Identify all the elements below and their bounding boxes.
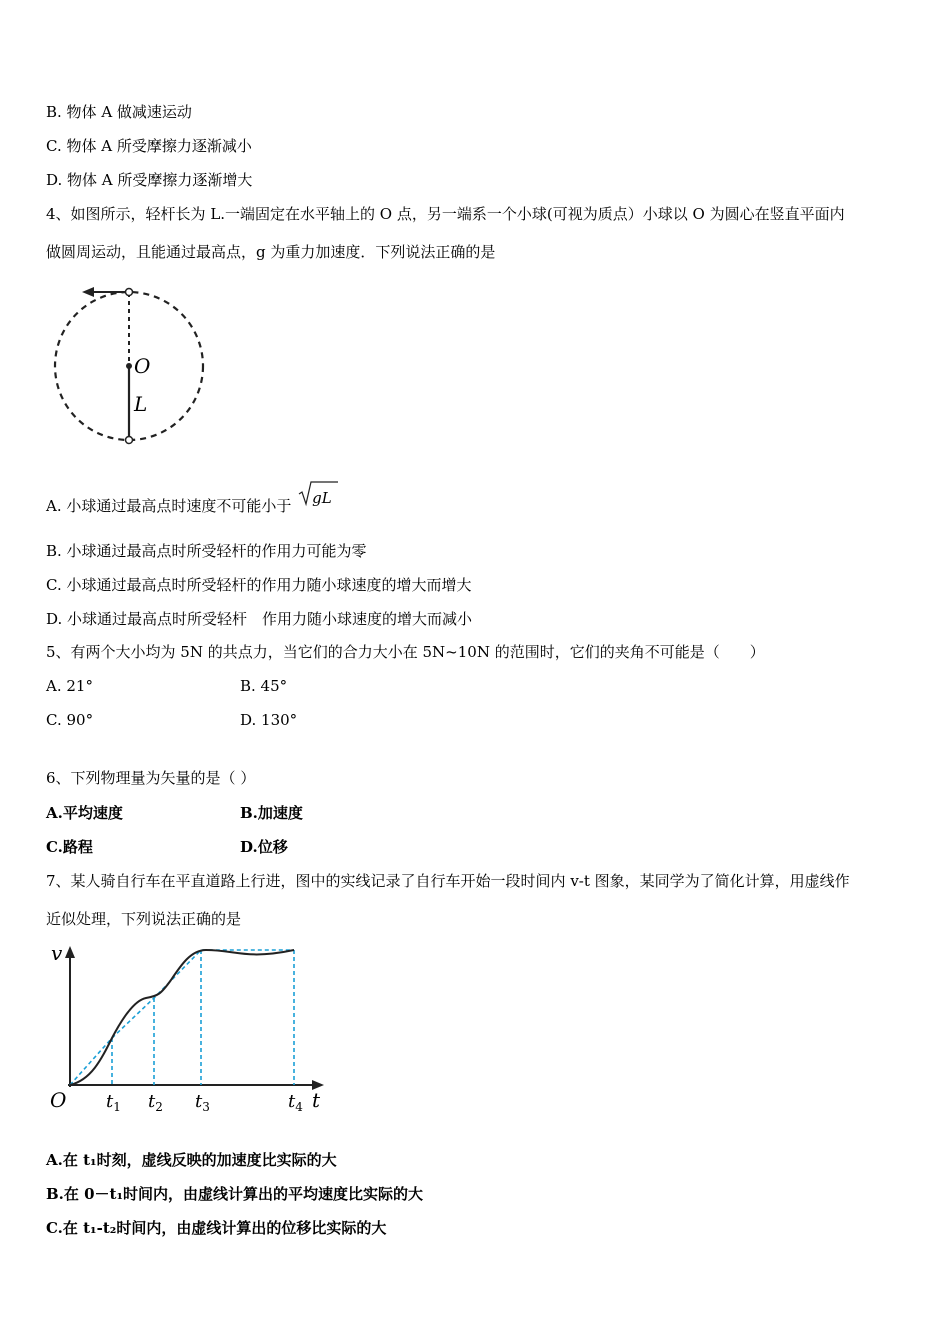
- q7-option-a: A.在 t₁时刻，虚线反映的加速度比实际的大: [46, 1151, 337, 1169]
- q5-option-b: B. 45°: [240, 677, 288, 695]
- q5-option-d: D. 130°: [240, 711, 298, 729]
- q6-option-c: C.路程: [46, 838, 93, 856]
- q4-option-a: [46, 489, 332, 516]
- q4-circle-figure: [48, 283, 218, 453]
- q6-stem: 6、下列物理量为矢量的是（ ）: [46, 769, 256, 787]
- dashed-approx-line: [70, 950, 294, 1085]
- velocity-arrowhead: [82, 287, 94, 297]
- ball-top: [126, 289, 133, 296]
- axis-label-v: v: [51, 941, 63, 965]
- axis-label-t: t: [312, 1088, 321, 1112]
- q7-option-c: C.在 t₁-t₂时间内，由虚线计算出的位移比实际的大: [46, 1219, 387, 1237]
- q7-vt-graph: [46, 940, 336, 1115]
- sqrt-expression: [300, 489, 332, 516]
- q7-stem-line1: 7、某人骑自行车在平直道路上行进，图中的实线记录了自行车开始一段时间内 v-t 图象，某同学为了简化计算，用虚线作: [46, 872, 850, 890]
- ball-bottom: [126, 437, 133, 444]
- q4-option-b: B. 小球通过最高点时所受轻杆的作用力可能为零: [46, 542, 367, 560]
- q7-option-b: B.在 0－t₁时间内，由虚线计算出的平均速度比实际的大: [46, 1185, 424, 1203]
- tick-label-t2: $t_2$: [148, 1091, 163, 1114]
- tick-label-t1: $t_1$: [106, 1091, 121, 1114]
- label-L: L: [134, 392, 148, 416]
- q4-option-a-text: A. 小球通过最高点时速度不可能小于: [46, 497, 292, 515]
- pivot-point: [126, 363, 132, 369]
- q5-stem: 5、有两个大小均为 5N 的共点力，当它们的合力大小在 5N~10N 的范围时，它们的夹角不可能是（ ）: [46, 643, 765, 661]
- tick-label-t4: $t_4$: [288, 1091, 303, 1114]
- q5-option-c: C. 90°: [46, 711, 94, 729]
- origin-label: O: [50, 1088, 67, 1112]
- q6-option-a: A.平均速度: [46, 804, 123, 822]
- q7-stem-line2: 近似处理，下列说法正确的是: [46, 910, 242, 928]
- sqrt-radicand: gL: [312, 489, 332, 507]
- dashed-lines: [70, 950, 294, 1085]
- q3-option-b: B. 物体 A 做减速运动: [46, 103, 192, 121]
- label-O: O: [134, 354, 151, 378]
- q4-stem-line1: 4、如图所示，轻杆长为 L.一端固定在水平轴上的 O 点，另一端系一个小球(可视为质点）小球以 O 为圆心在竖直平面内: [46, 205, 845, 223]
- q4-option-c: C. 小球通过最高点时所受轻杆的作用力随小球速度的增大而增大: [46, 576, 472, 594]
- q6-option-b: B.加速度: [240, 804, 303, 822]
- y-axis-arrow: [65, 946, 75, 958]
- q3-option-d: D. 物体 A 所受摩擦力逐渐增大: [46, 171, 253, 189]
- q4-stem-line2: 做圆周运动，且能通过最高点，g 为重力加速度．下列说法正确的是: [46, 243, 496, 261]
- q4-option-d: D. 小球通过最高点时所受轻杆 作用力随小球速度的增大而减小: [46, 610, 473, 628]
- tick-label-t3: $t_3$: [195, 1091, 210, 1114]
- q5-option-a: A. 21°: [46, 677, 93, 695]
- q3-option-c: C. 物体 A 所受摩擦力逐渐减小: [46, 137, 252, 155]
- q6-option-d: D.位移: [240, 838, 288, 856]
- actual-vt-curve: [70, 950, 294, 1085]
